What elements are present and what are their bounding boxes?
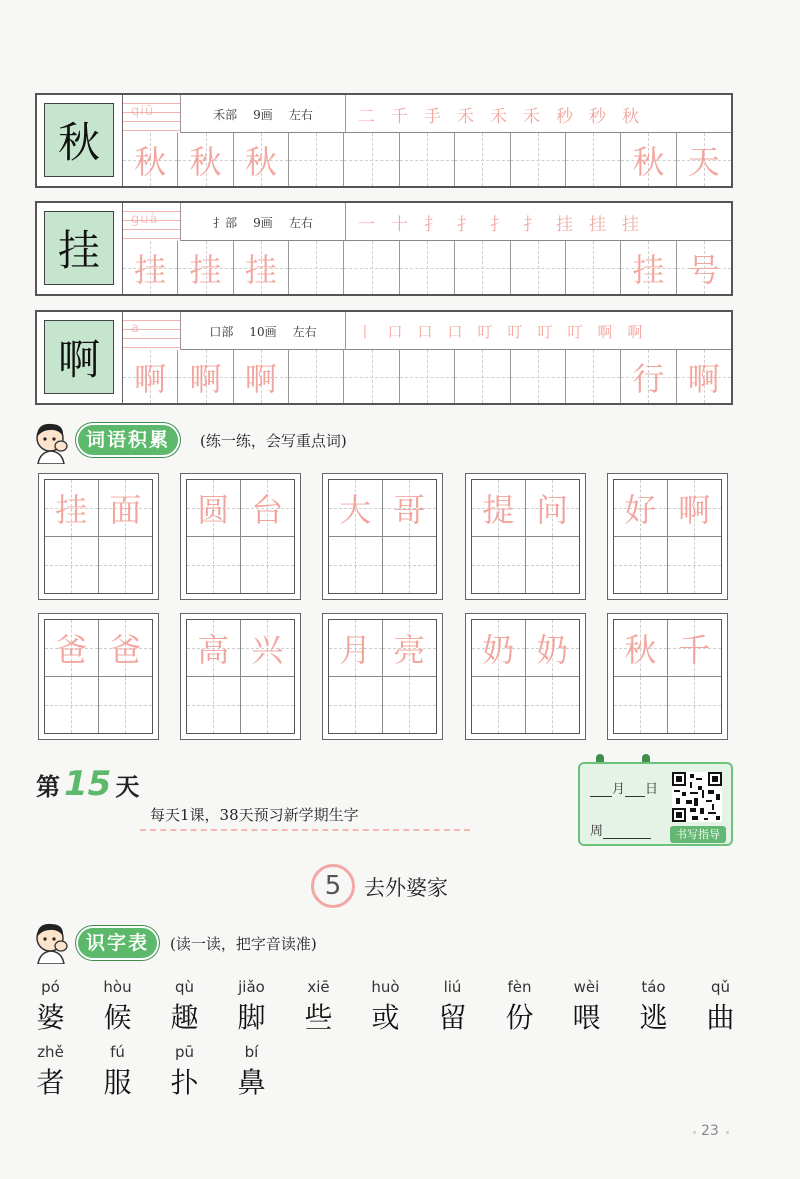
stroke-step: 二 bbox=[358, 106, 375, 127]
writing-cell[interactable] bbox=[234, 241, 289, 294]
lesson-number-badge: 5 bbox=[311, 864, 355, 908]
word-trace-cell[interactable] bbox=[187, 620, 241, 677]
pinyin-label: jiǎo bbox=[238, 978, 265, 996]
literacy-character: 逃 bbox=[639, 1001, 668, 1034]
literacy-item bbox=[553, 978, 620, 1036]
writing-cell[interactable] bbox=[400, 241, 455, 294]
writing-cell[interactable] bbox=[621, 133, 676, 186]
structure-label: 左右 bbox=[292, 324, 317, 339]
word-trace-cell[interactable] bbox=[45, 620, 99, 677]
word-practice-subtitle: (练一练，会写重点词) bbox=[200, 432, 347, 450]
stroke-step: 秒 bbox=[589, 106, 606, 127]
trace-character: 啊 bbox=[678, 490, 711, 529]
literacy-character: 些 bbox=[304, 1001, 333, 1034]
writing-cell[interactable] bbox=[234, 133, 289, 186]
literacy-item bbox=[218, 1043, 285, 1101]
word-grid bbox=[186, 479, 295, 594]
stroke-step: 叮 bbox=[567, 322, 583, 341]
literacy-character: 服 bbox=[103, 1066, 132, 1099]
trace-character: 挂 bbox=[134, 250, 167, 289]
word-write-cell[interactable] bbox=[241, 677, 295, 734]
literacy-character: 扑 bbox=[170, 1066, 199, 1099]
word-write-cell[interactable] bbox=[614, 537, 668, 594]
trace-character: 挂 bbox=[189, 250, 222, 289]
stroke-step: 口 bbox=[447, 322, 463, 341]
trace-character: 挂 bbox=[632, 250, 665, 289]
word-trace-cell[interactable] bbox=[329, 480, 383, 537]
stroke-step: 丨 bbox=[357, 322, 373, 341]
literacy-character: 喂 bbox=[572, 1001, 601, 1034]
word-write-cell[interactable] bbox=[526, 677, 580, 734]
trace-character: 行 bbox=[632, 359, 665, 398]
word-trace-cell[interactable] bbox=[383, 480, 437, 537]
stroke-step: 秋 bbox=[622, 106, 639, 127]
word-grid bbox=[44, 479, 153, 594]
pinyin-trace: a bbox=[131, 321, 140, 336]
trace-character: 面 bbox=[109, 490, 142, 529]
trace-character: 挂 bbox=[55, 490, 88, 529]
word-box bbox=[607, 473, 728, 600]
pinyin-label: wèi bbox=[573, 978, 600, 996]
radical-label: 扌部 bbox=[213, 215, 238, 230]
model-character-panel bbox=[37, 312, 123, 403]
word-write-cell[interactable] bbox=[526, 537, 580, 594]
decor-dot bbox=[693, 1131, 696, 1134]
model-character: 秋 bbox=[44, 103, 114, 177]
day-number: 15 bbox=[64, 764, 112, 804]
writing-cell[interactable] bbox=[289, 133, 344, 186]
pinyin-label: pó bbox=[41, 978, 60, 996]
character-info-row bbox=[123, 203, 731, 241]
writing-cell[interactable] bbox=[289, 241, 344, 294]
word-trace-cell[interactable] bbox=[99, 480, 153, 537]
trace-character: 高 bbox=[197, 630, 230, 669]
word-write-cell[interactable] bbox=[187, 537, 241, 594]
trace-character: 提 bbox=[482, 490, 515, 529]
stroke-count-label: 9画 bbox=[253, 107, 273, 122]
stroke-step: 扌 bbox=[457, 214, 474, 235]
trace-character: 爸 bbox=[55, 630, 88, 669]
word-grid bbox=[471, 479, 580, 594]
literacy-character: 份 bbox=[505, 1001, 534, 1034]
pinyin-label: qǔ bbox=[710, 978, 731, 996]
stroke-step: 一 bbox=[358, 214, 375, 235]
writing-cell[interactable] bbox=[123, 241, 178, 294]
literacy-item bbox=[620, 978, 687, 1036]
pinyin-label: bí bbox=[244, 1043, 259, 1061]
literacy-item bbox=[17, 1043, 84, 1101]
trace-character: 挂 bbox=[244, 250, 277, 289]
word-grid bbox=[186, 619, 295, 734]
word-trace-cell[interactable] bbox=[45, 480, 99, 537]
stroke-count-label: 10画 bbox=[249, 324, 277, 339]
word-trace-cell[interactable] bbox=[383, 620, 437, 677]
stroke-step: 扌 bbox=[523, 214, 540, 235]
stroke-step: 口 bbox=[387, 322, 403, 341]
word-grid bbox=[328, 479, 437, 594]
word-grid bbox=[471, 619, 580, 734]
literacy-item bbox=[84, 1043, 151, 1101]
pinyin-writing-lines[interactable] bbox=[123, 203, 181, 241]
writing-cell[interactable] bbox=[511, 350, 566, 403]
stroke-step: 秒 bbox=[556, 106, 573, 127]
literacy-character: 曲 bbox=[706, 1001, 735, 1034]
pinyin-trace: qiū bbox=[131, 104, 155, 119]
stroke-order bbox=[346, 203, 731, 241]
pinyin-label: qù bbox=[174, 978, 195, 996]
literacy-character: 鼻 bbox=[237, 1066, 266, 1099]
literacy-character: 或 bbox=[371, 1001, 400, 1034]
word-box bbox=[607, 613, 728, 740]
literacy-item bbox=[419, 978, 486, 1036]
pinyin-label: huò bbox=[371, 978, 400, 996]
model-character: 挂 bbox=[44, 211, 114, 285]
word-trace-cell[interactable] bbox=[241, 480, 295, 537]
word-write-cell[interactable] bbox=[668, 537, 722, 594]
trace-character: 奶 bbox=[536, 630, 569, 669]
stroke-step: 挂 bbox=[622, 214, 639, 235]
word-write-cell[interactable] bbox=[329, 677, 383, 734]
trace-character: 千 bbox=[678, 630, 711, 669]
literacy-item bbox=[352, 978, 419, 1036]
writing-cell[interactable] bbox=[289, 350, 344, 403]
word-trace-cell[interactable] bbox=[526, 620, 580, 677]
stroke-order bbox=[346, 312, 731, 350]
writing-cell[interactable] bbox=[511, 241, 566, 294]
trace-character: 啊 bbox=[687, 359, 720, 398]
lesson-title: 去外婆家 bbox=[364, 876, 448, 900]
writing-cell[interactable] bbox=[178, 350, 233, 403]
radical-label: 禾部 bbox=[213, 107, 238, 122]
word-trace-cell[interactable] bbox=[526, 480, 580, 537]
kid-icon bbox=[30, 418, 72, 464]
trace-character: 问 bbox=[536, 490, 569, 529]
writing-cell[interactable] bbox=[566, 241, 621, 294]
writing-cell[interactable] bbox=[400, 350, 455, 403]
character-info-row bbox=[123, 95, 731, 133]
writing-cell[interactable] bbox=[123, 350, 178, 403]
word-box bbox=[38, 613, 159, 740]
trace-character: 好 bbox=[624, 490, 657, 529]
literacy-character: 者 bbox=[36, 1066, 65, 1099]
word-box bbox=[322, 613, 443, 740]
pinyin-writing-lines[interactable] bbox=[123, 312, 181, 350]
character-info bbox=[181, 203, 346, 241]
day-prefix: 第 bbox=[36, 772, 60, 801]
word-write-cell[interactable] bbox=[45, 677, 99, 734]
word-write-cell[interactable] bbox=[668, 677, 722, 734]
day-tagline: 每天1课，38天预习新学期生字 bbox=[150, 806, 359, 824]
writing-cell[interactable] bbox=[677, 350, 731, 403]
model-character-panel bbox=[37, 95, 123, 186]
stroke-count-label: 9画 bbox=[253, 215, 273, 230]
literacy-item bbox=[151, 1043, 218, 1101]
pinyin-label: zhě bbox=[37, 1043, 64, 1061]
trace-character: 秋 bbox=[632, 142, 665, 181]
page-number: 23 bbox=[701, 1123, 719, 1139]
pinyin-label: hòu bbox=[103, 978, 132, 996]
word-write-cell[interactable] bbox=[99, 677, 153, 734]
literacy-character: 脚 bbox=[237, 1001, 266, 1034]
literacy-row bbox=[17, 1043, 285, 1101]
literacy-item bbox=[687, 978, 754, 1036]
word-practice-title: 词语积累 bbox=[78, 425, 178, 455]
month-blank[interactable] bbox=[590, 783, 612, 797]
stroke-step: 叮 bbox=[477, 322, 493, 341]
trace-character: 哥 bbox=[393, 490, 426, 529]
writing-cell[interactable] bbox=[178, 241, 233, 294]
word-trace-cell[interactable] bbox=[614, 620, 668, 677]
stroke-step: 啊 bbox=[627, 322, 643, 341]
literacy-title: 识字表 bbox=[78, 928, 157, 958]
literacy-item bbox=[84, 978, 151, 1036]
writing-cell[interactable] bbox=[178, 133, 233, 186]
literacy-item bbox=[285, 978, 352, 1036]
word-trace-cell[interactable] bbox=[241, 620, 295, 677]
writing-cell[interactable] bbox=[677, 241, 731, 294]
date-line bbox=[590, 778, 658, 797]
word-trace-cell[interactable] bbox=[614, 480, 668, 537]
character-info bbox=[181, 95, 346, 133]
writing-cell[interactable] bbox=[344, 133, 399, 186]
word-trace-cell[interactable] bbox=[99, 620, 153, 677]
stroke-step: 扌 bbox=[424, 214, 441, 235]
word-box bbox=[465, 473, 586, 600]
stroke-step: 挂 bbox=[556, 214, 573, 235]
model-character: 啊 bbox=[44, 320, 114, 394]
writing-cells bbox=[123, 350, 731, 403]
stroke-step: 叮 bbox=[537, 322, 553, 341]
writing-cell[interactable] bbox=[400, 133, 455, 186]
literacy-character: 趣 bbox=[170, 1001, 199, 1034]
writing-cell[interactable] bbox=[455, 350, 510, 403]
word-write-cell[interactable] bbox=[99, 537, 153, 594]
writing-cell[interactable] bbox=[566, 133, 621, 186]
character-practice-card bbox=[35, 201, 733, 296]
trace-character: 奶 bbox=[482, 630, 515, 669]
structure-label: 左右 bbox=[288, 215, 313, 230]
writing-cell[interactable] bbox=[234, 350, 289, 403]
word-write-cell[interactable] bbox=[241, 537, 295, 594]
literacy-row bbox=[17, 978, 754, 1036]
decor-dot bbox=[726, 1131, 729, 1134]
stroke-step: 叮 bbox=[507, 322, 523, 341]
word-trace-cell[interactable] bbox=[472, 480, 526, 537]
pinyin-label: táo bbox=[641, 978, 666, 996]
stroke-step: 千 bbox=[391, 106, 408, 127]
stroke-step: 禾 bbox=[457, 106, 474, 127]
trace-character: 啊 bbox=[189, 359, 222, 398]
day-header bbox=[36, 764, 139, 804]
word-write-cell[interactable] bbox=[187, 677, 241, 734]
model-character-panel bbox=[37, 203, 123, 294]
trace-character: 亮 bbox=[393, 630, 426, 669]
word-box bbox=[465, 613, 586, 740]
month-label: 月 bbox=[612, 782, 626, 797]
word-trace-cell[interactable] bbox=[187, 480, 241, 537]
literacy-character: 候 bbox=[103, 1001, 132, 1034]
word-grid bbox=[328, 619, 437, 734]
kid-icon bbox=[30, 918, 72, 964]
literacy-item bbox=[218, 978, 285, 1036]
structure-label: 左右 bbox=[288, 107, 313, 122]
date-blank[interactable] bbox=[625, 783, 645, 797]
stroke-step: 禾 bbox=[523, 106, 540, 127]
pinyin-label: liú bbox=[443, 978, 462, 996]
trace-character: 圆 bbox=[197, 490, 230, 529]
word-trace-cell[interactable] bbox=[668, 480, 722, 537]
trace-character: 秋 bbox=[244, 142, 277, 181]
character-info-row bbox=[123, 312, 731, 350]
trace-character: 号 bbox=[687, 250, 720, 289]
literacy-item bbox=[17, 978, 84, 1036]
trace-character: 台 bbox=[251, 490, 284, 529]
pinyin-trace: guà bbox=[131, 212, 159, 227]
word-write-cell[interactable] bbox=[383, 537, 437, 594]
trace-character: 啊 bbox=[244, 359, 277, 398]
writing-cell[interactable] bbox=[123, 133, 178, 186]
stroke-step: 十 bbox=[391, 214, 408, 235]
date-calendar bbox=[578, 762, 733, 846]
character-practice-card bbox=[35, 93, 733, 188]
literacy-character: 婆 bbox=[36, 1001, 65, 1034]
writing-cell[interactable] bbox=[344, 241, 399, 294]
word-write-cell[interactable] bbox=[329, 537, 383, 594]
stroke-step: 挂 bbox=[589, 214, 606, 235]
writing-cell[interactable] bbox=[621, 241, 676, 294]
trace-character: 月 bbox=[339, 630, 372, 669]
stroke-order bbox=[346, 95, 731, 133]
trace-character: 秋 bbox=[189, 142, 222, 181]
pinyin-label: fú bbox=[110, 1043, 125, 1061]
trace-character: 兴 bbox=[251, 630, 284, 669]
word-grid bbox=[613, 479, 722, 594]
week-blank[interactable] bbox=[603, 825, 651, 839]
trace-character: 大 bbox=[339, 490, 372, 529]
literacy-item bbox=[486, 978, 553, 1036]
word-trace-cell[interactable] bbox=[668, 620, 722, 677]
word-write-cell[interactable] bbox=[45, 537, 99, 594]
qr-code-icon[interactable] bbox=[672, 772, 722, 822]
word-write-cell[interactable] bbox=[472, 537, 526, 594]
writing-cells bbox=[123, 241, 731, 294]
trace-character: 啊 bbox=[134, 359, 167, 398]
dashed-divider bbox=[140, 829, 470, 831]
word-trace-cell[interactable] bbox=[472, 620, 526, 677]
week-label: 周 bbox=[590, 824, 604, 839]
writing-cell[interactable] bbox=[566, 350, 621, 403]
word-write-cell[interactable] bbox=[472, 677, 526, 734]
character-practice-card bbox=[35, 310, 733, 405]
literacy-character: 留 bbox=[438, 1001, 467, 1034]
word-grid bbox=[613, 619, 722, 734]
pinyin-label: fèn bbox=[507, 978, 532, 996]
word-write-cell[interactable] bbox=[383, 677, 437, 734]
word-box bbox=[38, 473, 159, 600]
trace-character: 秋 bbox=[624, 630, 657, 669]
writing-cell[interactable] bbox=[455, 133, 510, 186]
date-label: 日 bbox=[645, 782, 659, 797]
literacy-item bbox=[151, 978, 218, 1036]
writing-cells bbox=[123, 133, 731, 186]
word-grid bbox=[44, 619, 153, 734]
word-trace-cell[interactable] bbox=[329, 620, 383, 677]
word-write-cell[interactable] bbox=[614, 677, 668, 734]
writing-cell[interactable] bbox=[511, 133, 566, 186]
character-info bbox=[181, 312, 346, 350]
stroke-step: 扌 bbox=[490, 214, 507, 235]
writing-cell[interactable] bbox=[455, 241, 510, 294]
trace-character: 秋 bbox=[134, 142, 167, 181]
writing-cell[interactable] bbox=[677, 133, 731, 186]
stroke-step: 啊 bbox=[597, 322, 613, 341]
pinyin-label: pū bbox=[174, 1043, 195, 1061]
word-box bbox=[180, 613, 301, 740]
word-box bbox=[180, 473, 301, 600]
writing-cell[interactable] bbox=[621, 350, 676, 403]
trace-character: 爸 bbox=[109, 630, 142, 669]
pinyin-label: xiē bbox=[307, 978, 330, 996]
stroke-step: 口 bbox=[417, 322, 433, 341]
pinyin-writing-lines[interactable] bbox=[123, 95, 181, 133]
stroke-step: 禾 bbox=[490, 106, 507, 127]
trace-character: 天 bbox=[687, 142, 720, 181]
literacy-subtitle: (读一读，把字音读准) bbox=[170, 935, 317, 953]
word-box bbox=[322, 473, 443, 600]
day-suffix: 天 bbox=[115, 772, 140, 801]
writing-cell[interactable] bbox=[344, 350, 399, 403]
radical-label: 口部 bbox=[209, 324, 234, 339]
qr-caption: 书写指导 bbox=[670, 826, 726, 843]
week-line bbox=[590, 820, 651, 839]
stroke-step: 手 bbox=[424, 106, 441, 127]
